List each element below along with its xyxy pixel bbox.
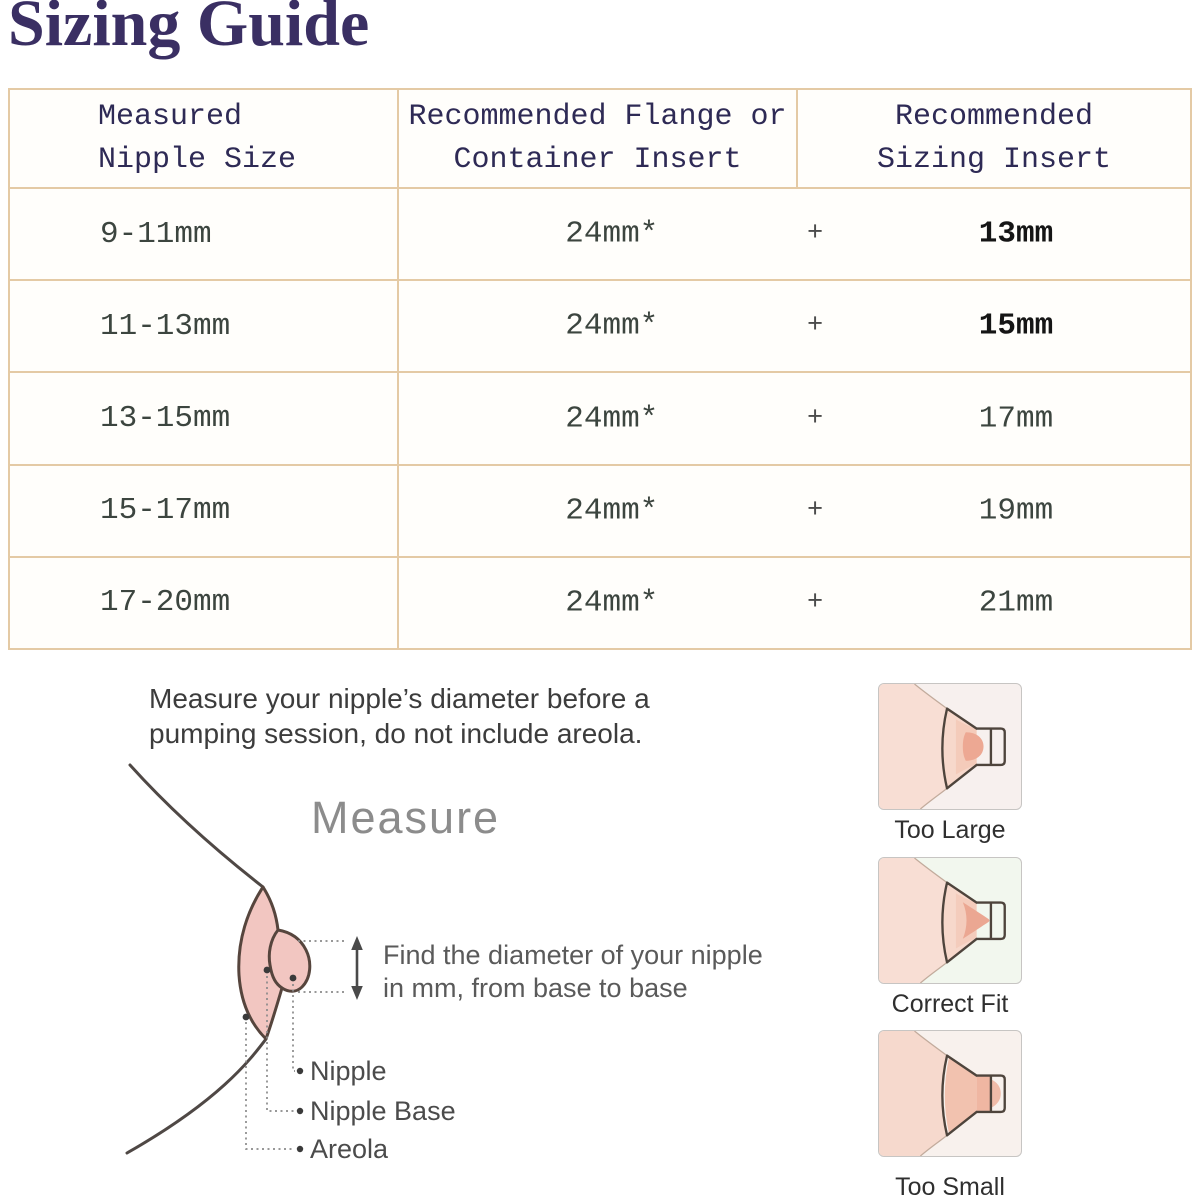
nipple-size-value: 17-20mm (100, 585, 231, 621)
areola-shape (239, 887, 310, 1039)
diameter-help-text (383, 939, 763, 1005)
flange-too-small-drawing (879, 1031, 1021, 1156)
recommendation-cell (399, 558, 1190, 648)
insert-value: 19mm (978, 493, 1054, 529)
header-line: Container Insert (453, 142, 742, 177)
areola-label-bullet (297, 1146, 303, 1152)
nipple-base-label-bullet (297, 1108, 303, 1114)
nipple-size-cell (10, 189, 399, 279)
breast-curve-upper (130, 765, 263, 887)
table-row (10, 466, 1190, 558)
flange-correct-fit-drawing (879, 858, 1021, 983)
nipple-size-value: 9-11mm (100, 216, 212, 252)
flange-value: 24mm* (565, 401, 659, 436)
diameter-help-line: in mm, from base to base (383, 973, 688, 1003)
instruction-line: pumping session, do not include areola. (149, 718, 643, 749)
recommendation-cell (399, 466, 1190, 556)
flange-value: 24mm* (565, 493, 659, 529)
label-areola: Areola (310, 1134, 389, 1164)
areola-dot (243, 1014, 250, 1021)
header-recommended-flange (399, 90, 798, 187)
nipple-dot (290, 975, 297, 982)
diagram-title: Measure (311, 792, 501, 843)
nipple-size-cell (10, 466, 399, 556)
insert-value: 13mm (978, 216, 1054, 252)
recommendation-cell (399, 373, 1190, 463)
insert-value: 17mm (978, 401, 1054, 436)
nipple-size-cell (10, 281, 399, 371)
recommendation-cell (399, 189, 1190, 279)
diameter-help-line: Find the diameter of your nipple (383, 940, 763, 970)
fit-illustration-too-large (878, 683, 1022, 810)
nipple-size-cell (10, 373, 399, 463)
plus-sign: + (806, 495, 824, 526)
label-nipple: Nipple (310, 1056, 387, 1086)
fit-label-too-large: Too Large (894, 816, 1006, 844)
fit-illustration-correct-fit (878, 857, 1022, 984)
instruction-line: Measure your nipple’s diameter before a (149, 683, 650, 714)
flange-value: 24mm* (565, 308, 659, 344)
label-nipple-base: Nipple Base (310, 1096, 456, 1126)
diameter-arrow (351, 936, 363, 1000)
plus-sign: + (806, 219, 824, 250)
header-measured-nipple-size (10, 90, 399, 187)
table-row (10, 281, 1190, 373)
header-line: Measured (98, 99, 243, 134)
insert-value: 15mm (978, 308, 1054, 344)
nipple-size-value: 11-13mm (100, 308, 231, 344)
header-line: Recommended (894, 99, 1094, 134)
nipple-size-cell (10, 558, 399, 648)
fit-label-correct-fit: Correct Fit (891, 990, 1009, 1018)
header-line: Recommended Flange or (408, 99, 787, 134)
table-row (10, 373, 1190, 465)
flange-value: 24mm* (565, 585, 659, 621)
header-line: Sizing Insert (876, 142, 1112, 177)
nipple-base-dot (264, 967, 271, 974)
sizing-table (8, 88, 1192, 650)
fit-label-too-small: Too Small (895, 1173, 1005, 1200)
header-recommended-sizing-insert (798, 90, 1190, 187)
table-header-row (10, 90, 1190, 189)
nipple-leader-line (293, 984, 295, 1071)
table-row (10, 189, 1190, 281)
nipple-size-value: 15-17mm (100, 493, 231, 529)
nipple-label-bullet (297, 1068, 303, 1074)
nipple-size-value: 13-15mm (100, 401, 231, 436)
measuring-instruction (149, 681, 650, 751)
fit-illustration-too-small (878, 1030, 1022, 1157)
table-row (10, 558, 1190, 648)
insert-value: 21mm (978, 585, 1054, 621)
header-line: Nipple Size (98, 142, 297, 177)
plus-sign: + (806, 403, 824, 434)
flange-too-large-drawing (879, 684, 1021, 809)
plus-sign: + (806, 587, 824, 618)
plus-sign: + (806, 311, 824, 342)
flange-value: 24mm* (565, 216, 659, 252)
areola-leader-line (246, 1022, 295, 1149)
recommendation-cell (399, 281, 1190, 371)
page-title: Sizing Guide (8, 0, 370, 60)
